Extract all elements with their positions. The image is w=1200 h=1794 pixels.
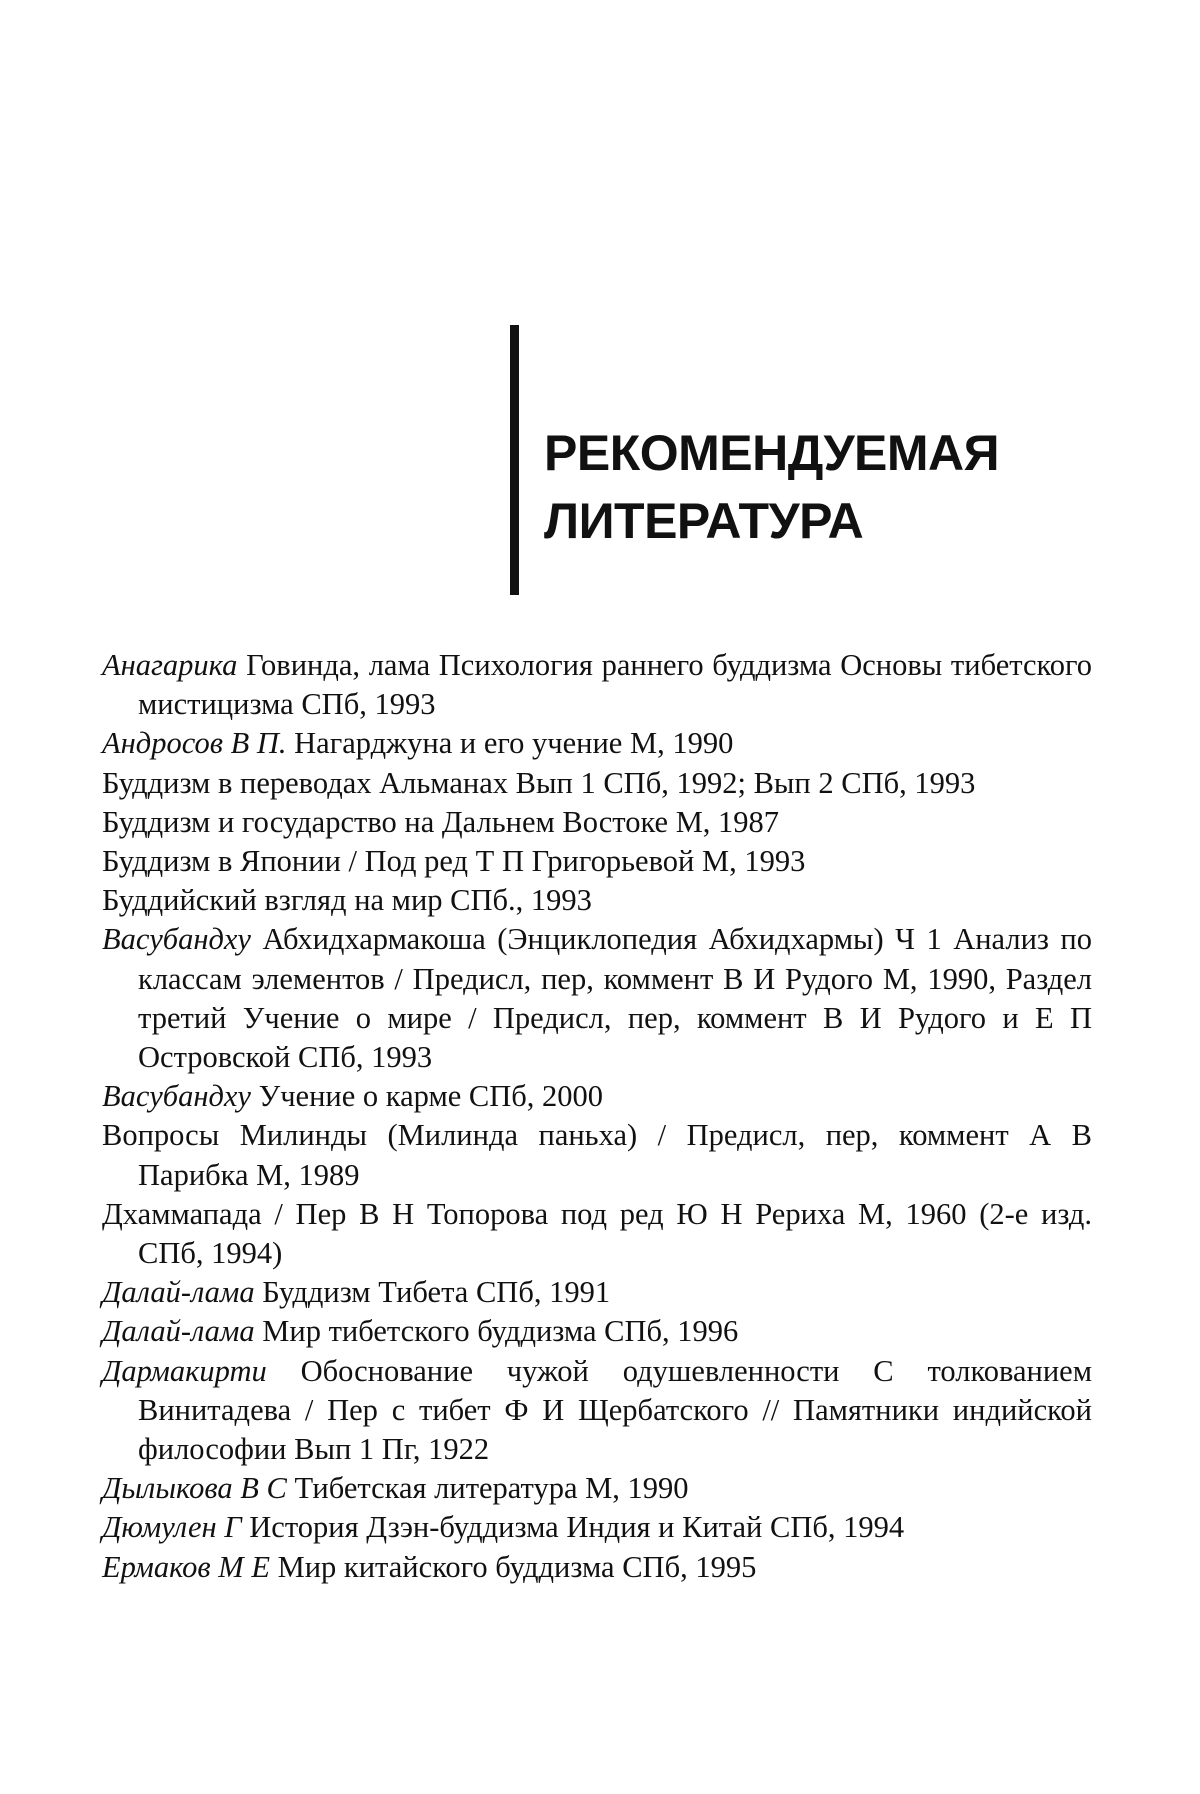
entry-author: Васубандху: [102, 922, 251, 957]
entry-text: Нагарджуна и его учение М, 1990: [294, 726, 734, 761]
entry-text: Буддийский взгляд на мир СПб., 1993: [102, 883, 592, 918]
entry-text: Буддизм в Японии / Под ред Т П Григорьевой М, 1993: [102, 844, 806, 879]
section-heading: [544, 419, 1144, 555]
bibliography-entry: [102, 1273, 1092, 1312]
bibliography-entry: [102, 1312, 1092, 1351]
entry-text: Вопросы Милинды (Милинда паньха) / Предисл, пер, коммент А В Парибка М, 1989: [102, 1118, 1092, 1192]
entry-text: Буддизм и государство на Дальнем Востоке М, 1987: [102, 804, 780, 839]
entry-author: Далай-лама: [102, 1275, 255, 1310]
bibliography-entry: [102, 881, 1092, 920]
entry-author: Андросов В П.: [102, 726, 287, 761]
entry-author: Дылыкова В С: [102, 1471, 287, 1506]
entry-text: Тибетская литература М, 1990: [294, 1471, 689, 1506]
entry-text: Мир китайского буддизма СПб, 1995: [277, 1549, 757, 1584]
bibliography-entry: [102, 724, 1092, 763]
bibliography-list: [102, 646, 1092, 1587]
bibliography-entry: [102, 803, 1092, 842]
heading-line-2: ЛИТЕРАТУРА: [544, 493, 864, 549]
bibliography-entry: [102, 764, 1092, 803]
entry-author: Далай-лама: [102, 1314, 255, 1349]
bibliography-entry: [102, 1469, 1092, 1508]
entry-text: Учение о карме СПб, 2000: [258, 1079, 604, 1114]
bibliography-entry: [102, 1077, 1092, 1116]
entry-text: Дхаммапада / Пер В Н Топорова под ред Ю Н Рериха М, 1960 (2-е изд. СПб, 1994): [102, 1196, 1092, 1271]
entry-author: Анагарика: [102, 648, 238, 682]
bibliography-entry: [102, 1548, 1092, 1587]
entry-text: Буддизм в переводах Альманах Вып 1 СПб, 1992; Вып 2 СПб, 1993: [102, 765, 976, 800]
entry-text: Обоснование чужой одушевленности С толкованием Винитадева / Пер с тибет Ф И Щербатского // Памятники индийской философии Вып 1 Пг, 1922: [138, 1353, 1093, 1467]
bibliography-entry: [102, 1116, 1092, 1194]
entry-author: Дармакирти: [102, 1353, 267, 1388]
bibliography-entry: [102, 1352, 1092, 1470]
bibliography-entry: [102, 842, 1092, 881]
heading-line-1: РЕКОМЕНДУЕМАЯ: [544, 425, 1000, 481]
entry-author: Васубандху: [102, 1079, 251, 1114]
entry-author: Ермаков М Е: [102, 1549, 270, 1584]
bibliography-entry: [102, 1508, 1092, 1547]
bibliography-entry: [102, 920, 1092, 1077]
entry-text: Абхидхармакоша (Энциклопедия Абхидхармы) Ч 1 Анализ по классам элементов / Предисл, пер, коммент В И Рудого М, 1990, Раздел третий Учение о мире / Предисл, пер, коммент В И Рудого и Е П Островской СПб, 1993: [138, 922, 1092, 1075]
heading-vertical-rule: [510, 325, 519, 595]
entry-text: Говинда, лама Психология раннего буддизма Основы тибетского мистицизма СПб, 1993: [138, 648, 1092, 722]
entry-author: Дюмулен Г: [102, 1510, 242, 1545]
entry-text: Мир тибетского буддизма СПб, 1996: [262, 1314, 739, 1349]
entry-text: История Дзэн-буддизма Индия и Китай СПб, 1994: [249, 1510, 905, 1545]
bibliography-entry: [102, 1195, 1092, 1273]
bibliography-entry: [102, 646, 1092, 724]
entry-text: Буддизм Тибета СПб, 1991: [262, 1275, 611, 1310]
